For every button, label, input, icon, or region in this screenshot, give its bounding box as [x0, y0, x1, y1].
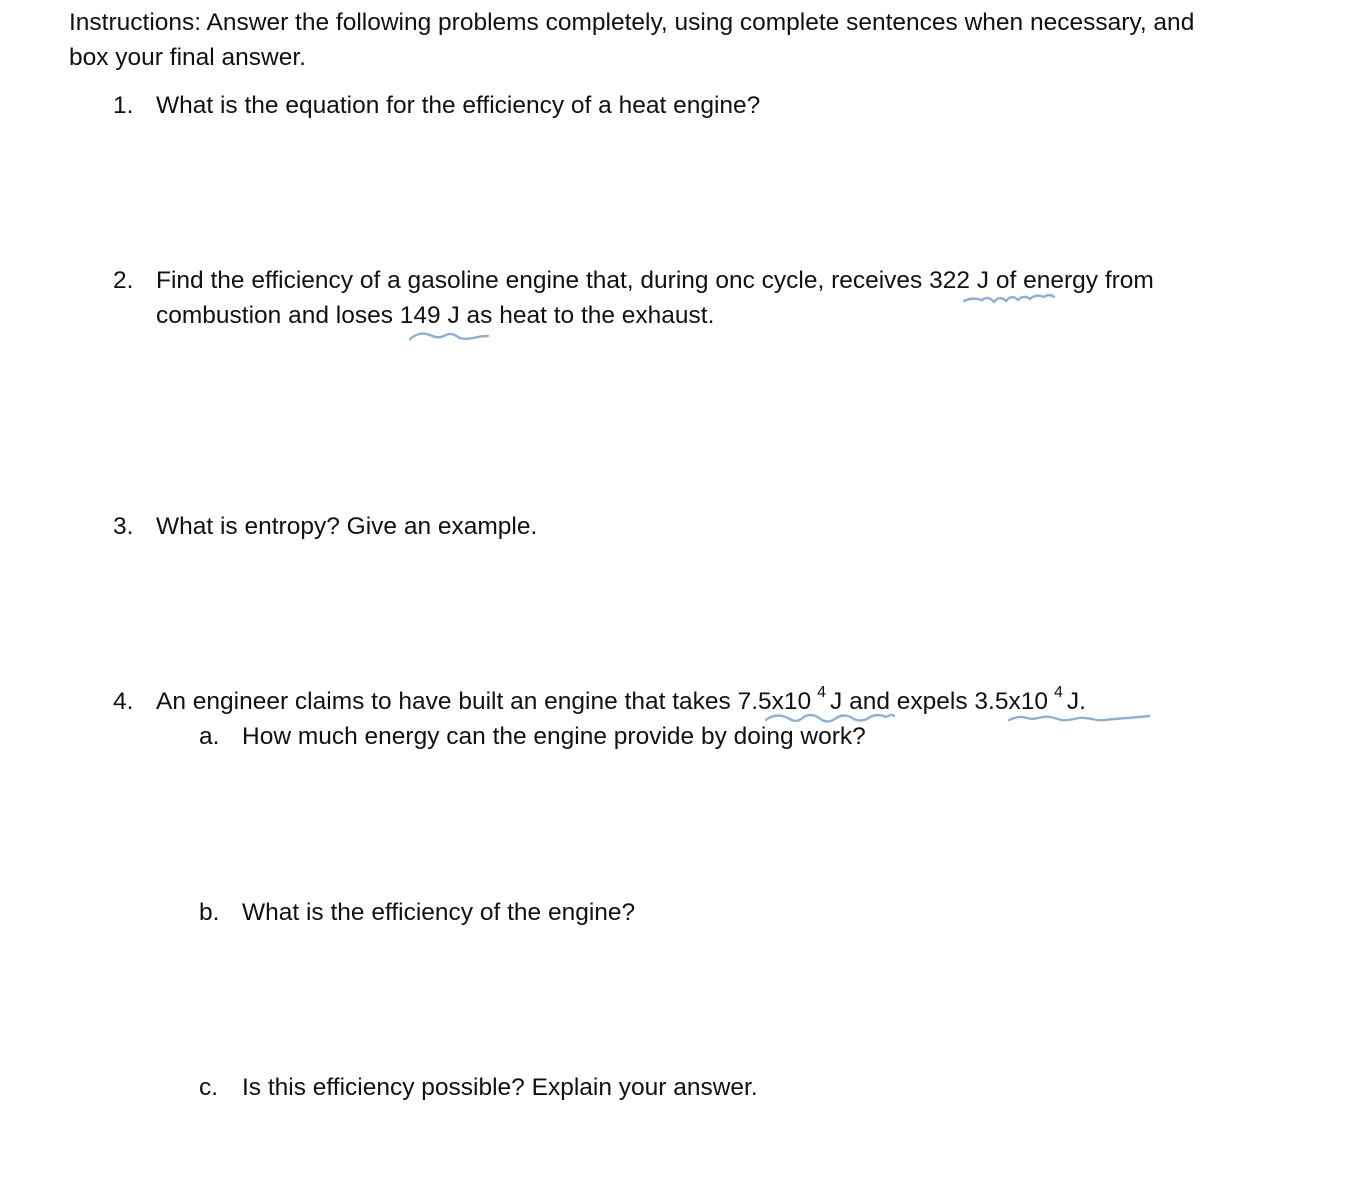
- question-3-number: 3.: [113, 513, 134, 540]
- instructions: [69, 5, 1194, 75]
- energy-in-value: 322 J: [929, 267, 990, 294]
- part-a-text: How much energy can the engine provide by doing work?: [242, 723, 866, 750]
- question-2-number: 2.: [113, 267, 134, 294]
- question-4-number: 4.: [113, 688, 134, 715]
- energy-out-value: 149 J: [399, 302, 460, 329]
- energy-in-exponent: 4: [817, 683, 827, 701]
- instructions-line-2: box your final answer.: [69, 44, 306, 71]
- question-2-line-2: combustion and loses 149 J as heat to the exhaust.: [156, 302, 715, 329]
- squiggle-underline-3-5x10-4: [1005, 708, 1155, 730]
- part-c-text: Is this efficiency possible? Explain your answer.: [242, 1074, 758, 1101]
- part-a-letter: a.: [199, 723, 220, 750]
- question-4-text: An engineer claims to have built an engine that takes 7.5x10 $^4$ J and expels 3.5x10 $^4$ J.: [156, 683, 1086, 715]
- part-b-text: What is the efficiency of the engine?: [242, 899, 636, 926]
- part-b-letter: b.: [199, 899, 220, 926]
- energy-out-unit: J.: [1066, 688, 1086, 715]
- squiggle-underline-7-5x10-4: [762, 708, 902, 730]
- instructions-line-1: Instructions: Answer the following problems completely, using complete sentences when necessary, and: [69, 9, 1195, 36]
- question-2-line-1: Find the efficiency of a gasoline engine that, during onc cycle, receives 322 J of energy from: [156, 267, 1154, 294]
- question-1-text: What is the equation for the efficiency of a heat engine?: [156, 92, 761, 119]
- squiggle-underline-149j: [406, 326, 496, 346]
- energy-in-unit: J: [830, 688, 843, 715]
- question-1-number: 1.: [113, 92, 134, 119]
- energy-in-base: 7.5x10: [737, 688, 812, 715]
- energy-out-base: 3.5x10: [974, 688, 1048, 715]
- energy-out-exponent: 4: [1053, 683, 1063, 701]
- part-c-letter: c.: [199, 1074, 219, 1101]
- question-3-text: What is entropy? Give an example.: [156, 513, 538, 540]
- squiggle-underline-322j: [960, 288, 1060, 308]
